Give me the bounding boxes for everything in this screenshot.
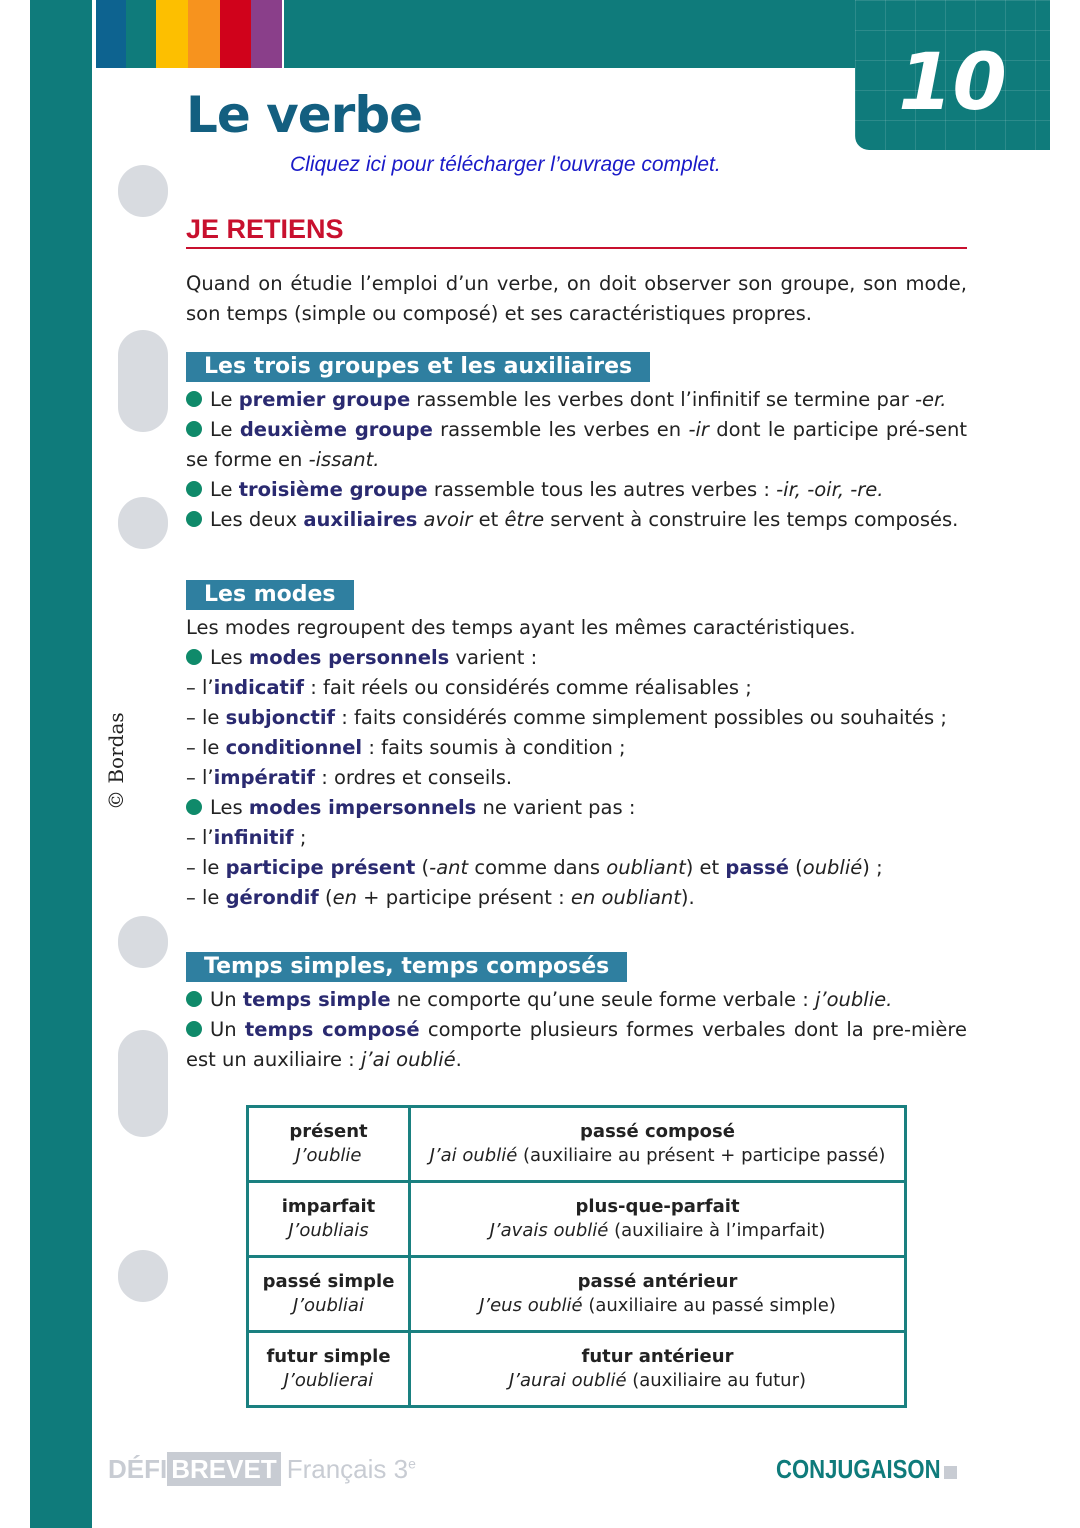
brand-b: BREVET [167,1452,280,1486]
text-run: -issant. [308,448,380,471]
text-run: gérondif [225,886,319,909]
text-run: : faits considérés comme simplement possibles ou souhaités ; [335,706,947,729]
list-item [186,505,967,535]
tense-example: J’aurai oublié [508,1370,627,1391]
table-row [248,1107,906,1182]
text-run: Les modes regroupent des temps ayant les mêmes caractéristiques. [186,616,856,639]
tense-name: passé antérieur [577,1271,738,1292]
simple-tense-cell [248,1107,410,1182]
text-run: + participe présent : [356,886,571,909]
text-run: – le [186,886,226,909]
color-stripe [251,0,282,68]
page-title: Le verbe [186,86,423,144]
tense-note: (auxiliaire au passé simple) [582,1295,836,1316]
bullet-icon [186,649,202,665]
subject-sup: e [408,1455,416,1472]
text-run: – le [186,856,226,879]
intro-paragraph: Quand on étudie l’emploi d’un verbe, on doit observer son groupe, son mode, son temps (simple ou composé) et ses caractéristiques propres. [186,272,967,325]
text-run: subjonctif [225,706,336,729]
text-run: troisième groupe [238,478,428,501]
text-run: modes personnels [248,646,450,669]
text-run: – l’ [186,766,214,789]
list-item [186,415,967,475]
text-run: : fait réels ou considérés comme réalisables ; [304,676,752,699]
text-run: indicatif [213,676,304,699]
text-run: infinitif [213,826,294,849]
section-heading: JE RETIENS [186,214,967,249]
text-run: Un [210,1018,245,1041]
section-modes [186,580,967,913]
text-run: – le [186,706,226,729]
binder-hole [118,497,168,549]
text-run: conditionnel [225,736,363,759]
text-run: rassemble les verbes dont l’infinitif se termine par [410,388,916,411]
text-run: Les [210,796,249,819]
text-run: et [472,508,505,531]
text-run: : faits soumis à condition ; [362,736,626,759]
text-run: ne comporte qu’une seule forme verbale : [390,988,816,1011]
text-run: ) ; [862,856,883,879]
category-label: CONJUGAISON [776,1454,941,1484]
text-run: Les deux [210,508,304,531]
text-run: Le [210,478,239,501]
text-run: Les [210,646,249,669]
tense-example: J’oublie [295,1145,362,1166]
table-row [248,1332,906,1407]
color-stripe [188,0,220,68]
text-run: comporte plusieurs formes verbales dont la pre-mière est un auxiliaire : [186,1018,967,1071]
tense-name: passé simple [262,1271,395,1292]
text-run: comme dans [468,856,607,879]
color-stripe [126,0,156,68]
list-item [186,613,967,643]
text-run: ( [415,856,430,879]
tense-name: imparfait [281,1196,376,1217]
text-run: oubliant [606,856,686,879]
text-run: j’ai oublié [360,1048,456,1071]
subsection-title: Les trois groupes et les auxiliaires [186,352,650,382]
compound-tense-cell [410,1107,906,1182]
list-item [186,643,967,673]
tense-example: J’oublierai [283,1370,374,1391]
text-run: deuxième groupe [239,418,433,441]
text-run: ). [680,886,695,909]
list-item [186,853,967,883]
tense-note: (auxiliaire à l’imparfait) [608,1220,826,1241]
text-run: -ir [688,418,709,441]
list-item [186,733,967,763]
tense-example: J’oubliais [288,1220,369,1241]
compound-tense-cell [410,1332,906,1407]
table-row [248,1257,906,1332]
text-run: Un [210,988,243,1011]
text-run: – l’ [186,826,214,849]
footer-square [944,1466,957,1479]
text-run: ( [788,856,803,879]
text-run: rassemble tous les autres verbes : [427,478,777,501]
list-item [186,985,967,1015]
bullet-icon [186,511,202,527]
text-run: auxiliaires [303,508,418,531]
list-item [186,703,967,733]
text-run: en [332,886,357,909]
text-run: – le [186,736,226,759]
bullet-icon [186,481,202,497]
binder-hole [118,1030,168,1137]
section-groups [186,352,967,535]
text-run: varient : [449,646,538,669]
text-run: servent à construire les temps composés. [544,508,959,531]
bullet-icon [186,991,202,1007]
subsection-title: Les modes [186,580,354,610]
color-stripe [220,0,251,68]
text-run: -er. [915,388,947,411]
text-run: être [504,508,545,531]
text-run: -ant [429,856,469,879]
simple-tense-cell [248,1257,410,1332]
text-run: dont le participe pré-sent se forme en [186,418,967,471]
tense-example: J’eus oublié [479,1295,583,1316]
text-run: temps simple [242,988,391,1011]
tense-name: futur antérieur [581,1346,734,1367]
list-item [186,673,967,703]
text-run: -ir, -oir, -re. [776,478,884,501]
tense-example: J’avais oublié [489,1220,609,1241]
tense-note: (auxiliaire au présent + participe passé) [517,1145,886,1166]
list-item [186,823,967,853]
text-run: ne varient pas : [476,796,636,819]
text-run: en oubliant [570,886,681,909]
text-run: participe présent [225,856,416,879]
brand-a: DÉFI [108,1454,168,1484]
binder-hole [118,165,168,217]
compound-tense-cell [410,1182,906,1257]
subject: Français 3 [286,1454,409,1484]
text-run: modes impersonnels [248,796,477,819]
bullet-icon [186,391,202,407]
list-item [186,793,967,823]
text-run: . [455,1048,462,1071]
text-run: oublié [802,856,863,879]
binder-hole [118,1250,168,1302]
list-item [186,385,967,415]
list-item [186,883,967,913]
subsection-title: Temps simples, temps composés [186,952,627,982]
compound-tense-cell [410,1257,906,1332]
side-band [30,0,92,1528]
chapter-number: 10 [898,38,1007,128]
table-row [248,1182,906,1257]
bullet-icon [186,421,202,437]
tense-example: J’oubliai [293,1295,364,1316]
list-item [186,763,967,793]
text-run: premier groupe [238,388,411,411]
text-run: avoir [423,508,473,531]
bullet-icon [186,799,202,815]
section-tenses [186,952,967,1075]
text-run: Le [210,388,239,411]
color-stripe [96,0,126,68]
text-run: impératif [213,766,316,789]
simple-tense-cell [248,1182,410,1257]
text-run: ( [318,886,333,909]
copyright: © Bordas [104,712,128,810]
text-run: ) et [685,856,726,879]
color-stripe [156,0,188,68]
text-run: – l’ [186,676,214,699]
text-run: ; [293,826,307,849]
text-run: Le [210,418,240,441]
bullet-icon [186,1021,202,1037]
tense-name: futur simple [266,1346,391,1367]
download-link[interactable]: Cliquez ici pour télécharger l’ouvrage complet. [290,153,721,176]
tense-example: J’ai oublié [429,1145,518,1166]
simple-tense-cell [248,1332,410,1407]
text-run: : ordres et conseils. [315,766,513,789]
tense-name: présent [289,1121,368,1142]
text-run: j’oublie. [815,988,893,1011]
text-run: rassemble les verbes en [432,418,689,441]
tense-name: plus-que-parfait [575,1196,740,1217]
binder-hole [118,330,168,432]
list-item [186,1015,967,1075]
tense-name: passé composé [580,1121,735,1142]
brand-logo [108,1454,416,1485]
text-run: passé [725,856,789,879]
list-item [186,475,967,505]
binder-hole [118,916,168,968]
text-run: temps composé [244,1018,420,1041]
tenses-table [246,1105,907,1408]
chapter-badge [855,0,1050,150]
tense-note: (auxiliaire au futur) [626,1370,806,1391]
